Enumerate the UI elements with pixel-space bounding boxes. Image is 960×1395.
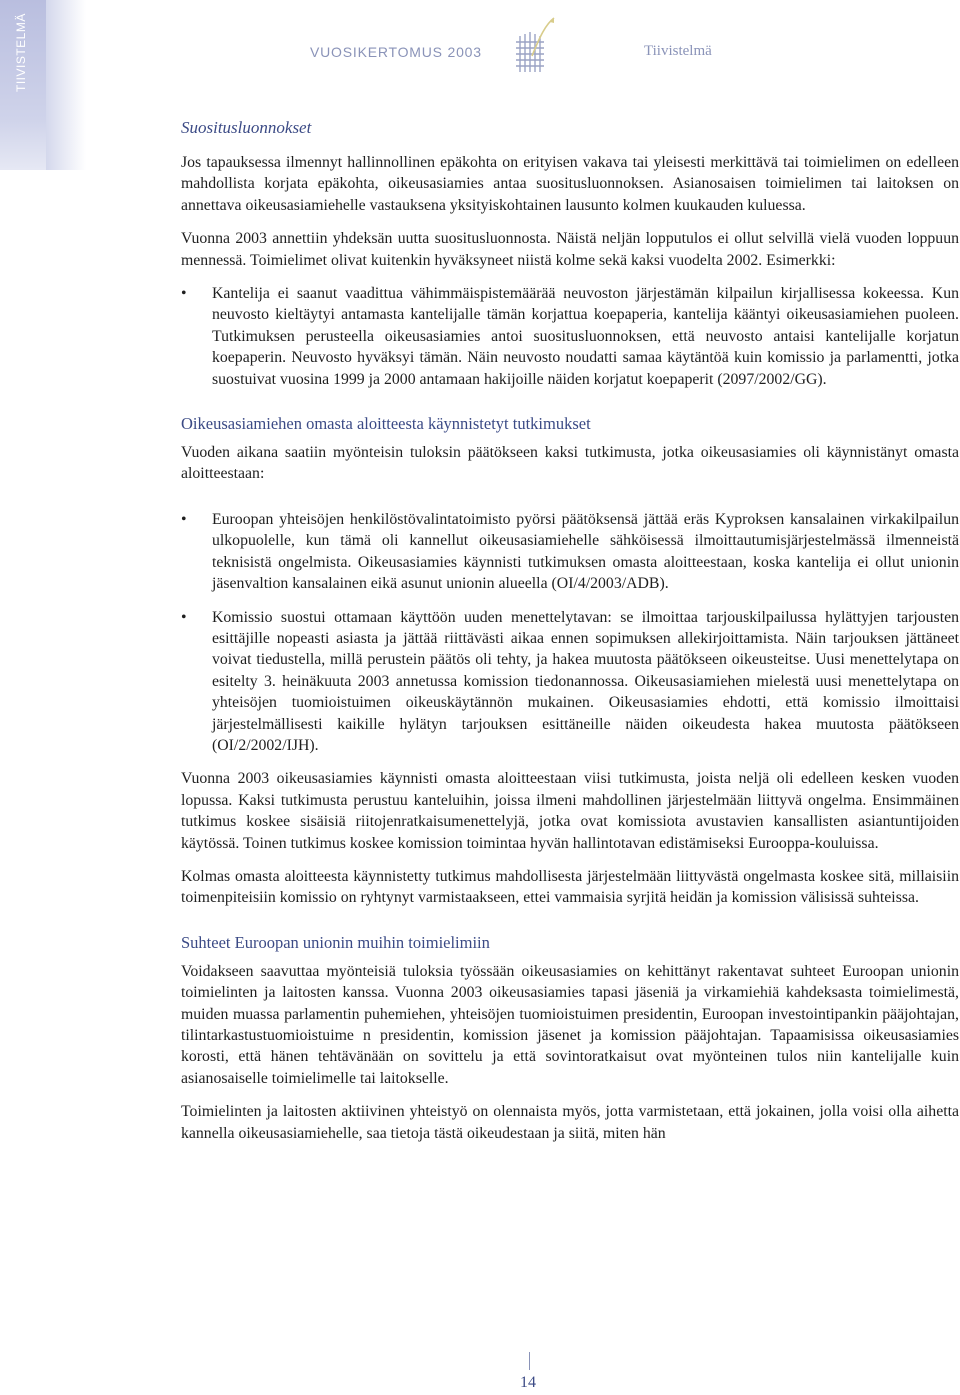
section-heading: Suhteet Euroopan unionin muihin toimielimiin — [181, 932, 490, 952]
body-paragraph: Vuoden aikana saatiin myönteisin tuloksin päätökseen kaksi tutkimusta, jotka oikeusasiamies oli käynnistänyt omasta aloitteestaan: — [181, 444, 959, 483]
bullet-dot: • — [181, 285, 187, 303]
bullet-list — [181, 509, 959, 756]
body-paragraph: Voidakseen saavuttaa myönteisiä tuloksia työssään oikeusasiamies on kehittänyt rakentavat suhteet Euroopan unionin toimielinten ja laitosten kanssa. Vuonna 2003 oikeusasiamies tapasi jäseniä ja virkamiehiä kahdeksasta toimielimestä, muiden muassa parlamentin puhemiehen, yhteisöjen tuomioistuimen presidentin, Euroopan investointipankin pääjohtajan, tilintarkastustuomioistuime n presidentin, komission jäsenet ja komission pääjohtajan. Tapaamisissa oikeusasiamies korosti, että hänen tehtävänään on sovittelu ja että sovintoratkaisut ovat myönteinen tulos niin kantelijalle kuin asianosaiselle toimielimelle tai laitokselle. — [181, 962, 959, 1087]
side-tab-glow — [46, 0, 86, 170]
page-number-rule — [529, 1352, 530, 1370]
running-header-title: VUOSIKERTOMUS 2003 — [310, 44, 482, 60]
body-paragraph: Jos tapauksessa ilmennyt hallinnollinen epäkohta on erityisen vakava tai yleisesti merkittävä tai toimielimen on edelleen mahdollista korjata epäkohta, oikeusasiamies antaa suositusluonnoksen. Asianosaisen toimielimen tai laitoksen on annettava oikeusasiamiehelle vastauksena yksityiskohtainen lausunto kolmen kuukauden kuluessa. — [181, 154, 959, 214]
body-paragraph: Vuonna 2003 annettiin yhdeksän uutta suositusluonnosta. Näistä neljän lopputulos ei ollut selvillä vielä vuoden loppuun mennessä. Toimielimet olivat kuitenkin hyväksyneet niistä kolme sekä kaksi vuodelta 2002. Esimerkki: — [181, 230, 959, 269]
side-tab-label: TIIVISTELMÄ — [14, 13, 28, 92]
page-body — [181, 118, 959, 1144]
list-item — [181, 283, 959, 390]
body-paragraph: Vuonna 2003 oikeusasiamies käynnisti omasta aloitteestaan viisi tutkimusta, joista neljä oli edelleen kesken vuoden lopussa. Kaksi tutkimusta perustuu kanteluihin, joissa ilmeni mahdollinen järjestelmään liittyvä ongelma. Ensimmäinen tutkimus koskee sisäisiä riitojenratkaisumenettelyjä, jotka ovat komissiota avustavien kansallisten asiantuntijoiden käytössä. Toinen tutkimus koskee komission toimintaa hyvän hallintotavan edistämiseksi Eurooppa-kouluissa. — [181, 770, 959, 852]
list-item-text: Komissio suostui ottamaan käyttöön uuden menettelytavan: se ilmoittaa tarjouskilpailussa hylättyjen tarjousten esittäjille nopeasti asiasta ja jättää riittävästi aikaa ennen sopimuksen allekirjoittamista. Näin tarjouksen jättäneet voivat tiedustella, millä perustein päätös oli tehty, ja hakea muutosta päätökseen oikeusteitse. Uusi menettelytapa on esitelty 3. heinäkuuta 2003 annetussa komission tiedonannossa. Oikeusasiamiehen mielestä uusi menettelytapa on yhteisöjen tuomioistuimen oikeuskäytännön mukainen. Oikeusasiamies ehdotti, että komissio ilmoittaisi järjestelmällisesti kaikille hylätyn tarjouksen esittäneille näiden oikeudesta hakea muutosta päätökseen (OI/2/2002/IJH). — [212, 608, 959, 754]
body-paragraph: Toimielinten ja laitosten aktiivinen yhteistyö on olennaista myös, jotta varmistetaan, että jokainen, jolla voisi olla aihetta kannella oikeusasiamiehelle, saa tietoja tästä oikeudestaan ja siitä, miten hän — [181, 1103, 959, 1142]
section-heading: Oikeusasiamiehen omasta aloitteesta käynnistetyt tutkimukset — [181, 414, 591, 434]
bullet-list — [181, 283, 959, 390]
running-header-section: Tiivistelmä — [644, 43, 712, 59]
list-item-text: Kantelija ei saanut vaadittua vähimmäispistemäärää neuvoston järjestämän kilpailun kirjallisessa kokeessa. Kun neuvosto kieltäytyi antamasta kantelijalle tämän korjattua koepaperia, kantelija kääntyi oikeusasiamiehen puoleen. Tutkimuksen perusteella oikeusasiamies antoi suositusluonnoksen, että neuvosto antaisi kantelijalle korjatun koepaperin. Neuvosto hyväksyi tämän. Näin neuvosto noudatti samaa käytäntöä kuin komissio ja parlamentti, jotka suostuivat vuosina 1999 ja 2000 antamaan hakijoille näiden korjatut koepaperit (2097/2002/GG). — [212, 285, 959, 388]
body-paragraph: Kolmas omasta aloitteesta käynnistetty tutkimus mahdollisesta järjestelmään liittyvästä ongelmasta koskee sitä, millaisiin toimenpiteisiin komissio on ryhtynyt varmistaakseen, ettei vammaisia syrjitä heidän ja komission välisissä suhteissa. — [181, 867, 959, 907]
bullet-dot: • — [181, 510, 187, 528]
list-item — [181, 607, 959, 757]
list-item-text: Euroopan yhteisöjen henkilöstövalintatoimisto pyörsi päätöksensä jättää eräs Kyproksen kansalainen virkakilpailun ulkopuolelle, kun tämä oli kannellut oikeusasiamiehelle sähköisessä ilmoittautumisjärjestelmässä ilmenneistä teknisistä ongelmista. Oikeusasiamies käynnisti tutkimuksen omasta aloitteestaan, koska kantelija ei ollut unionin jäsenvaltion kansalainen eikä asunut unionin alueella (OI/4/2003/ADB). — [212, 510, 959, 593]
emblem-icon — [510, 16, 558, 74]
section-heading: Suositusluonnokset — [181, 118, 312, 137]
bullet-dot: • — [181, 608, 187, 626]
page-number: 14 — [520, 1374, 536, 1391]
list-item — [181, 509, 959, 595]
side-tab — [0, 0, 46, 170]
